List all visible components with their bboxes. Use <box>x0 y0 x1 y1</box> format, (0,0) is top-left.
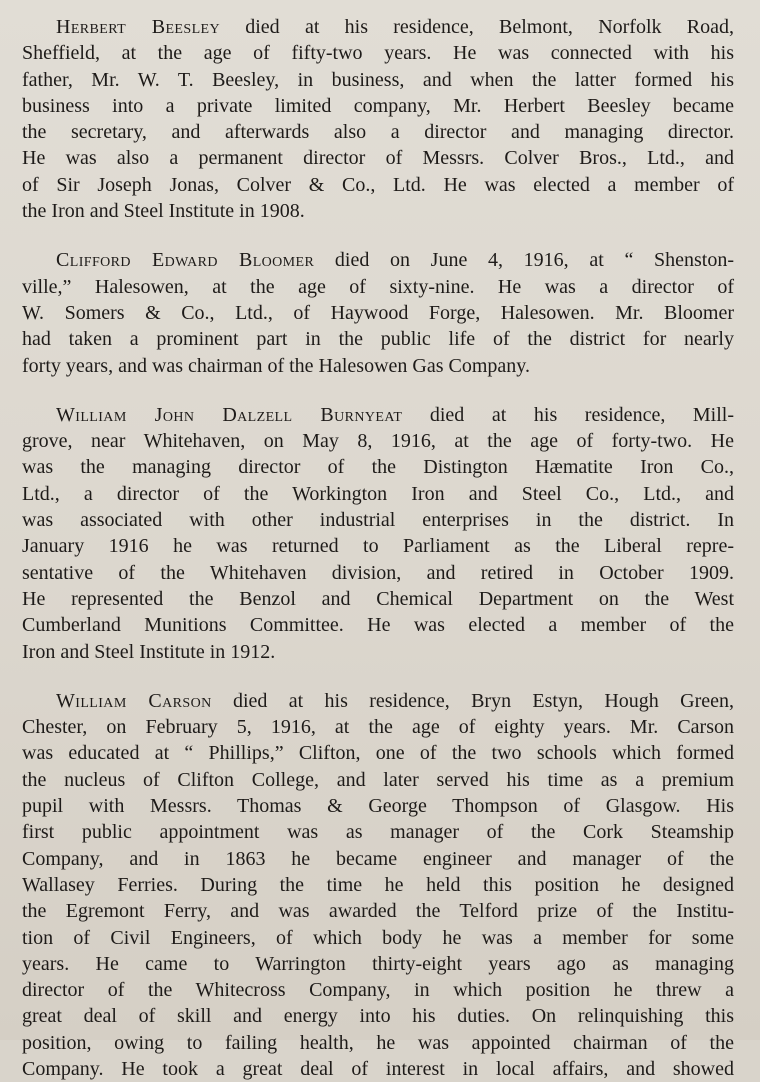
text-line: business into a private limited company, Mr. Herbert Beesley became <box>22 94 734 117</box>
text-line: pupil with Messrs. Thomas & George Thompson of Glasgow. His <box>22 795 734 818</box>
person-name: Clifford Edward Bloomer <box>56 249 315 272</box>
text-line: was educated at “ Phillips,” Clifton, one of the two schools which formed <box>22 742 734 765</box>
obituary-column <box>22 14 734 1082</box>
text-line: Chester, on February 5, 1916, at the age of eighty years. Mr. Carson <box>22 716 734 739</box>
text-line: position, owing to failing health, he was appointed chairman of the <box>22 1031 734 1054</box>
text-line: William Carson died at his residence, Bryn Estyn, Hough Green, <box>56 689 734 712</box>
text-line: great deal of skill and energy into his duties. On relinquishing this <box>22 1005 734 1028</box>
text-line: director of the Whitecross Company, in which position he threw a <box>22 979 734 1002</box>
text-line: had taken a prominent part in the public life of the district for nearly <box>22 328 734 351</box>
text-line: Ltd., a director of the Workington Iron and Steel Co., Ltd., and <box>22 482 734 505</box>
person-name: William John Dalzell Burnyeat <box>56 403 403 426</box>
text-line: grove, near Whitehaven, on May 8, 1916, at the age of forty-two. He <box>22 430 734 453</box>
obituary-clifford-edward-bloomer <box>22 247 734 378</box>
text-line: Cumberland Munitions Committee. He was elected a member of the <box>22 614 734 637</box>
text-line: forty years, and was chairman of the Halesowen Gas Company. <box>22 354 530 377</box>
text-line: He was also a permanent director of Messrs. Colver Bros., Ltd., and <box>22 147 734 170</box>
text-line: Wallasey Ferries. During the time he held this position he designed <box>22 873 734 896</box>
obituary-william-carson <box>22 688 734 1082</box>
text-line: the secretary, and afterwards also a director and managing director. <box>22 121 734 144</box>
text-line: Company. He took a great deal of interest in local affairs, and showed <box>22 1057 734 1080</box>
text-line: the nucleus of Clifton College, and later served his time as a premium <box>22 768 734 791</box>
person-name: William Carson <box>56 689 212 712</box>
text-line: the Iron and Steel Institute in 1908. <box>22 200 305 223</box>
text-line: father, Mr. W. T. Beesley, in business, and when the latter formed his <box>22 68 734 91</box>
text-line: was associated with other industrial enterprises in the district. In <box>22 509 734 532</box>
obituary-herbert-beesley <box>22 14 734 224</box>
text-line: ville,” Halesowen, at the age of sixty-nine. He was a director of <box>22 275 734 298</box>
text-line: W. Somers & Co., Ltd., of Haywood Forge, Halesowen. Mr. Bloomer <box>22 301 734 324</box>
text-line: Herbert Beesley died at his residence, Belmont, Norfolk Road, <box>56 16 734 38</box>
text-line: sentative of the Whitehaven division, and retired in October 1909. <box>22 561 734 584</box>
text-line: William John Dalzell Burnyeat died at his residence, Mill- <box>56 403 735 426</box>
text-line: He represented the Benzol and Chemical Department on the West <box>22 587 734 610</box>
obituary-william-john-dalzell-burnyeat <box>22 402 734 665</box>
person-name: Herbert Beesley <box>56 16 220 38</box>
text-line: Company, and in 1863 he became engineer and manager of the <box>22 847 734 870</box>
text-line: Clifford Edward Bloomer died on June 4, 1916, at “ Shenston- <box>56 249 735 272</box>
text-line: tion of Civil Engineers, of which body he was a member for some <box>22 926 734 949</box>
text-line: Sheffield, at the age of fifty-two years. He was connected with his <box>22 42 734 65</box>
text-line: of Sir Joseph Jonas, Colver & Co., Ltd. He was elected a member of <box>22 173 734 196</box>
text-line: the Egremont Ferry, and was awarded the Telford prize of the Institu- <box>22 900 734 923</box>
text-line: first public appointment was as manager of the Cork Steamship <box>22 821 734 844</box>
text-line: Iron and Steel Institute in 1912. <box>22 640 276 663</box>
text-line: years. He came to Warrington thirty-eight years ago as managing <box>22 952 734 975</box>
text-line: January 1916 he was returned to Parliament as the Liberal repre- <box>22 535 734 558</box>
text-line: was the managing director of the Distington Hæmatite Iron Co., <box>22 456 734 479</box>
